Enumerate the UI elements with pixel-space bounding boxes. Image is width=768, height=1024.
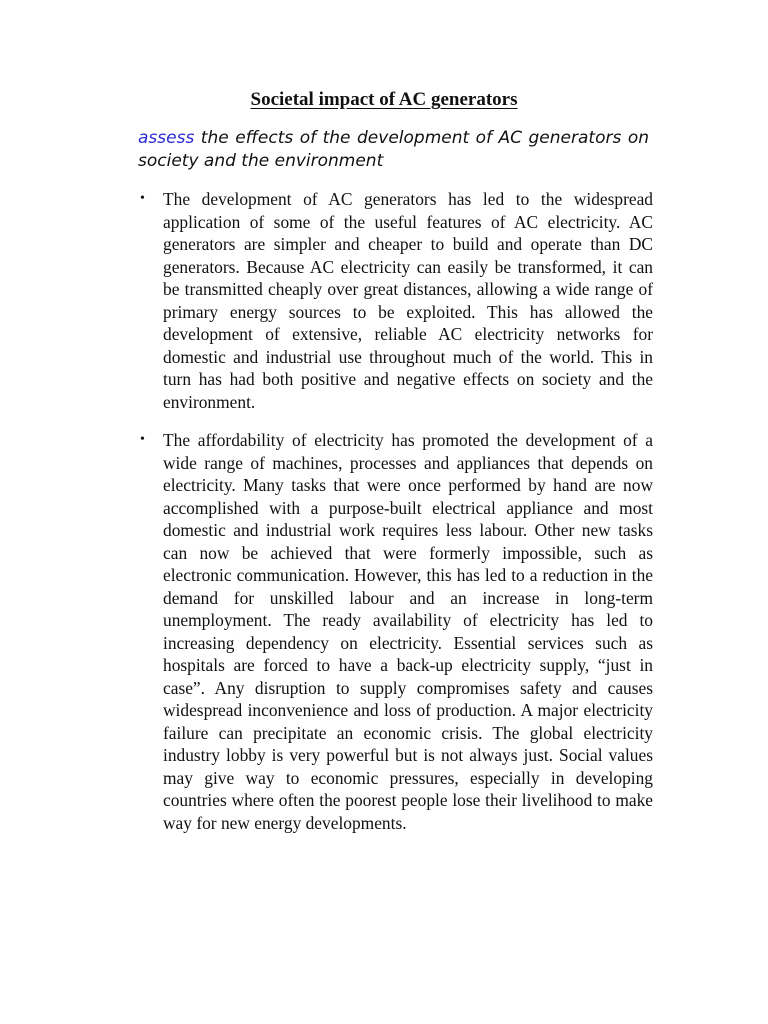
bullet-item — [138, 188, 653, 413]
bullet-item — [138, 429, 653, 834]
page-title: Societal impact of AC generators — [250, 89, 518, 110]
bullet-text: The development of AC generators has led to the widespread application of some of the useful features of AC electricity. AC generators are simpler and cheaper to build and operate than DC generators. Because AC electricity can easily be transformed, it can be transmitted cheaply over great distances, allowing a wide range of primary energy sources to be exploited. This has allowed the development of extensive, reliable AC electricity networks for domestic and industrial use throughout much of the world. This in turn has had both positive and negative effects on society and the environment. — [163, 189, 653, 412]
bullet-marker: • — [140, 432, 145, 447]
objective-text: the effects of the development of AC generators on society and the environment — [138, 128, 649, 171]
bullet-list — [138, 188, 653, 850]
syllabus-objective — [138, 127, 649, 173]
bullet-text: The affordability of electricity has promoted the development of a wide range of machines, processes and appliances that depends on electricity. Many tasks that were once performed by hand are now accomplished with a purpose-built electrical appliance and most domestic and industrial work requires less labour. Other new tasks can now be achieved that were formerly impossible, such as electronic communication. However, this has led to a reduction in the demand for unskilled labour and an increase in long-term unemployment. The ready availability of electricity has led to increasing dependency on electricity. Essential services such as hospitals are forced to have a back-up electricity supply, “just in case”. Any disruption to supply compromises safety and causes widespread inconvenience and loss of production. A major electricity failure can precipitate an economic crisis. The global electricity industry lobby is very powerful but is not always just. Social values may give way to economic pressures, especially in developing countries where often the poorest people lose their livelihood to make way for new energy developments. — [163, 430, 653, 833]
bullet-marker: • — [140, 191, 145, 206]
objective-verb: assess — [138, 128, 195, 148]
